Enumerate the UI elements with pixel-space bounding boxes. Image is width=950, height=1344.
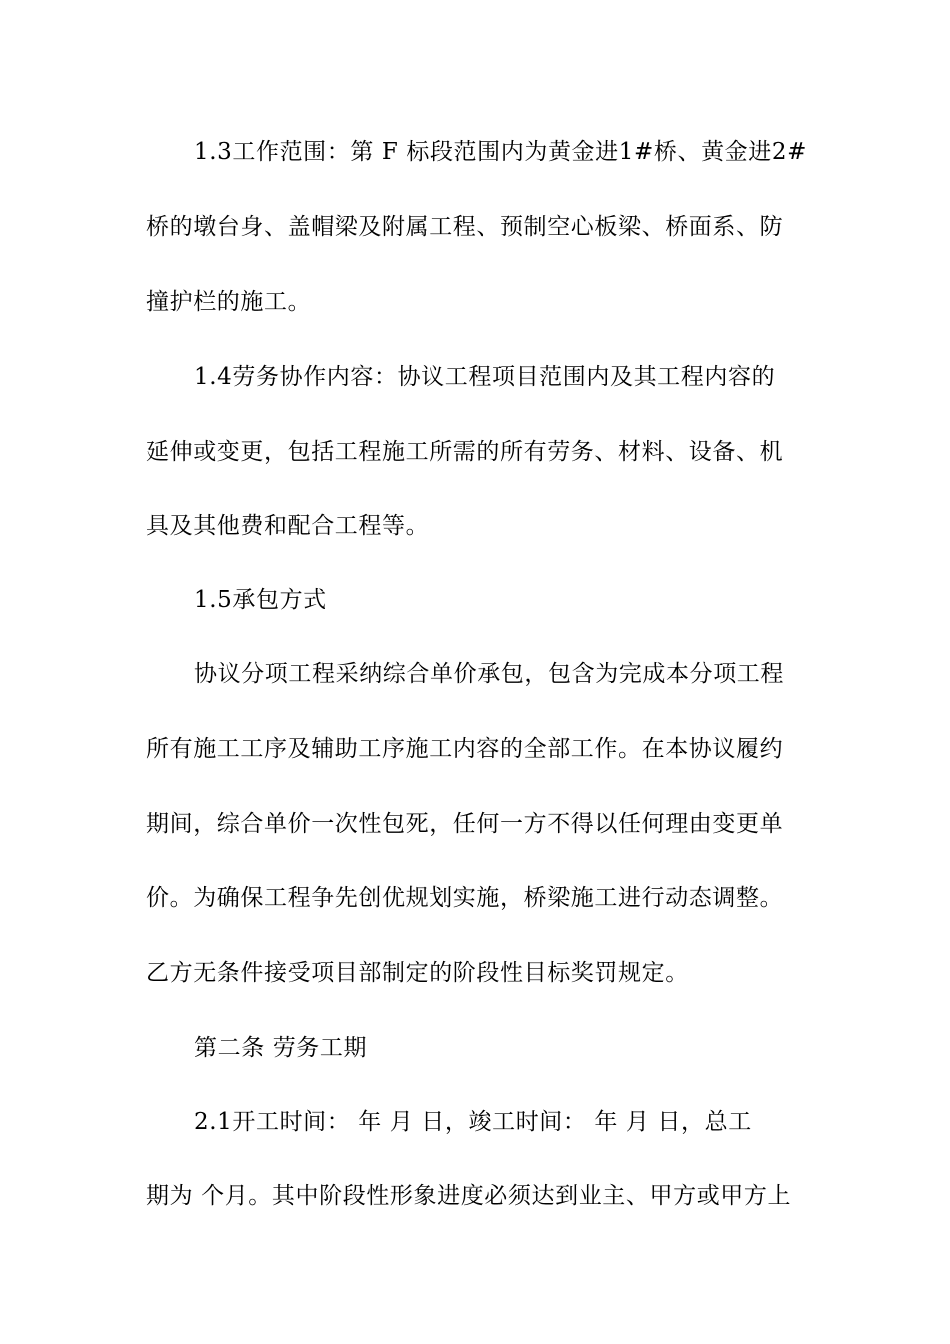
text-line: 2.1开工时间： 年 月 日，竣工时间： 年 月 日，总工	[194, 1109, 752, 1135]
text-line: 1.4劳务协作内容：协议工程项目范围内及其工程内容的	[194, 364, 776, 390]
text-line: 乙方无条件接受项目部制定的阶段性目标奖罚规定。	[146, 960, 689, 986]
text-line: 延伸或变更，包括工程施工所需的所有劳务、材料、设备、机	[146, 439, 784, 465]
text-line: 价。为确保工程争先创优规划实施，桥梁施工进行动态调整。	[146, 885, 784, 911]
text-line: 具及其他费和配合工程等。	[146, 513, 430, 539]
text-line: 所有施工工序及辅助工序施工内容的全部工作。在本协议履约	[146, 736, 784, 762]
article-heading: 第二条 劳务工期	[194, 1035, 368, 1061]
text-line: 期间，综合单价一次性包死，任何一方不得以任何理由变更单	[146, 811, 784, 837]
text-line: 期为 个月。其中阶段性形象进度必须达到业主、甲方或甲方上	[146, 1183, 792, 1209]
section-heading: 1.5承包方式	[194, 587, 327, 613]
text-line: 撞护栏的施工。	[146, 289, 312, 315]
text-line: 桥的墩台身、盖帽梁及附属工程、预制空心板梁、桥面系、防	[146, 214, 784, 240]
text-line: 1.3工作范围：第 F 标段范围内为黄金进1#桥、黄金进2#	[194, 139, 807, 165]
text-line: 协议分项工程采纳综合单价承包，包含为完成本分项工程	[194, 661, 784, 687]
